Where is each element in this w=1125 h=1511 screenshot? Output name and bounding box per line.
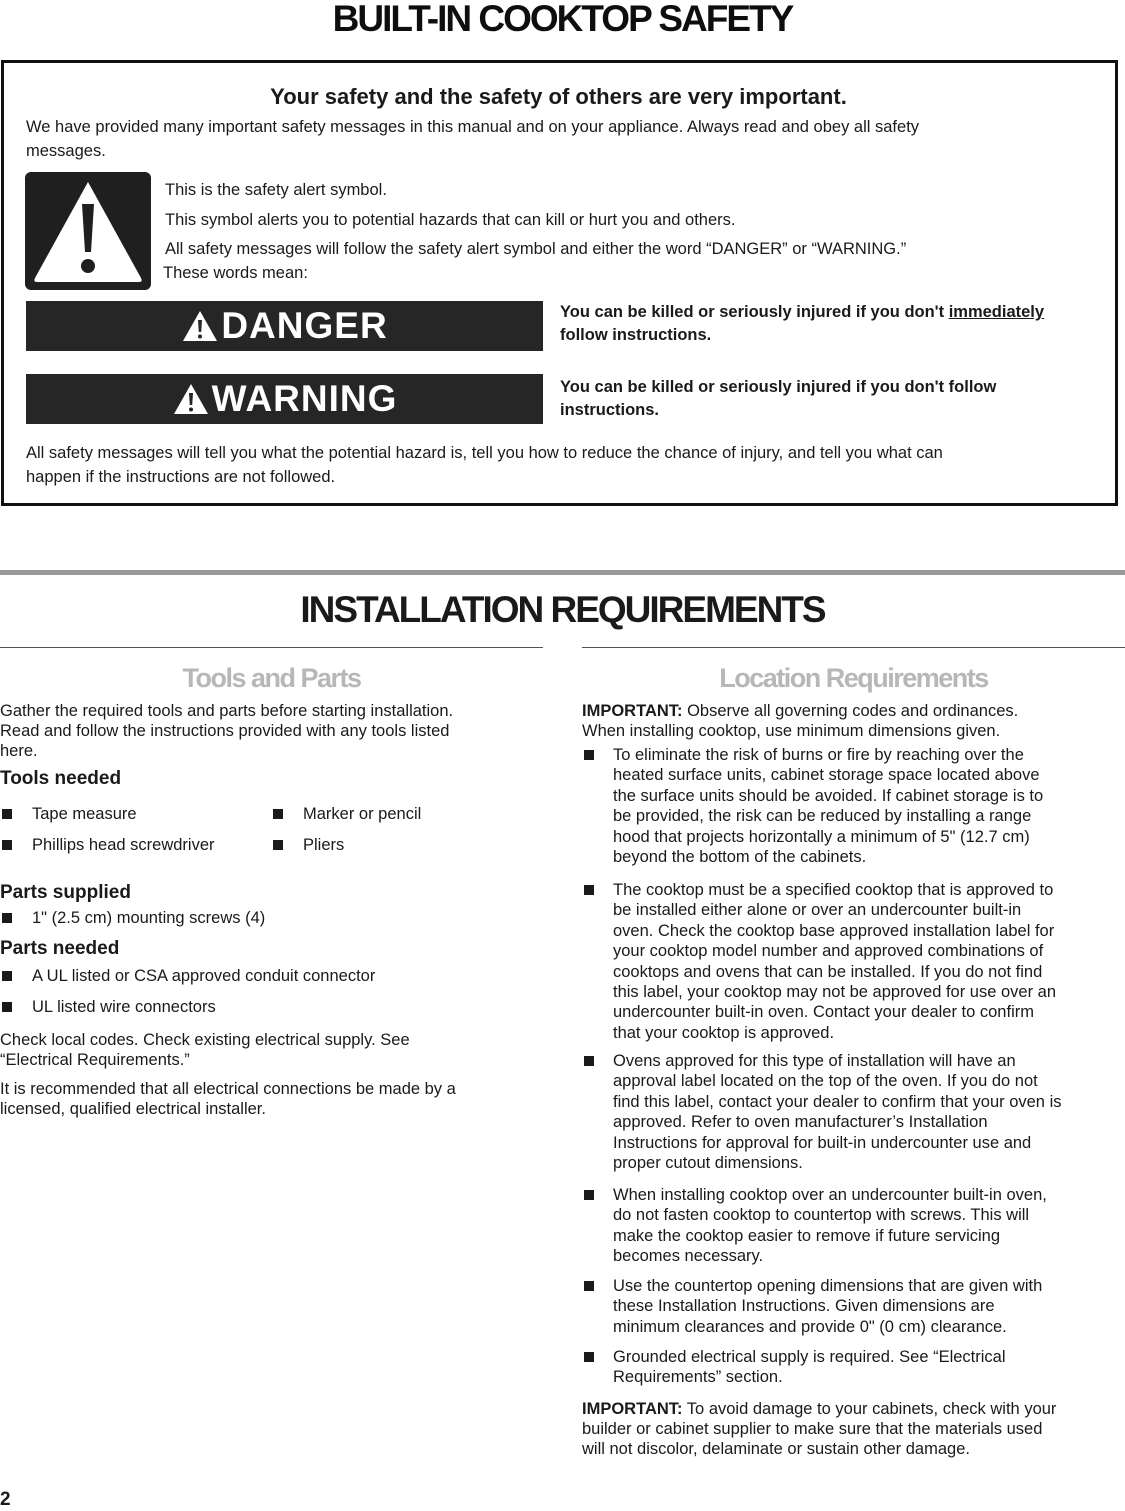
tools-intro-line1: Gather the required tools and parts before starting installation.: [0, 702, 454, 720]
location-bullet-line: heated surface units, cabinet storage space located above: [613, 766, 1040, 785]
location-bullet-line: approved. Refer to oven manufacturer’s Installation: [613, 1113, 988, 1132]
location-bullet-line: minimum clearances and provide 0" (0 cm) clearance.: [613, 1317, 1007, 1336]
warning-alert-icon: [172, 382, 210, 416]
location-bullet-line: cooktops and ovens that can be installed. If you do not find: [613, 962, 1043, 981]
tool-item: Phillips head screwdriver: [32, 836, 215, 854]
danger-text-line1: You can be killed or seriously injured if you don't immediately: [560, 303, 1045, 321]
location-bullet-line: your cooktop model number and approved combinations of: [613, 942, 1044, 961]
location-bullet-line: hood that projects horizontally a minimum of 5" (12.7 cm): [613, 827, 1030, 846]
location-bullet-line: the surface units should be avoided. If cabinet storage is to: [613, 786, 1044, 805]
location-bullet-line: approval label located on the top of the oven. If you do not: [613, 1072, 1038, 1091]
bullet-square-icon: [584, 1056, 594, 1066]
location-bullet-line: Ovens approved for this type of installation will have an: [613, 1052, 1016, 1070]
symbol-text-1: This is the safety alert symbol.: [165, 181, 387, 199]
left-column-rule: [0, 647, 543, 648]
location-bullet-line: becomes necessary.: [613, 1247, 764, 1266]
bullet-square-icon: [584, 750, 594, 760]
symbol-text-2: This symbol alerts you to potential hazards that can kill or hurt you and others.: [165, 211, 736, 229]
warning-text-line2: instructions.: [560, 401, 660, 419]
safety-alert-icon: [25, 172, 151, 290]
tools-parts-title: Tools and Parts: [182, 663, 361, 693]
danger-alert-icon: [181, 309, 219, 343]
bullet-square-icon: [2, 971, 12, 981]
parts-supplied-item: 1" (2.5 cm) mounting screws (4): [32, 909, 266, 927]
location-bullet-line: Requirements” section.: [613, 1368, 783, 1387]
recommend-line1: It is recommended that all electrical connections be made by a: [0, 1080, 456, 1098]
page-title: BUILT-IN COOKTOP SAFETY: [332, 0, 793, 39]
parts-supplied-heading: Parts supplied: [0, 882, 131, 903]
check-codes-line2: “Electrical Requirements.”: [0, 1051, 190, 1069]
location-bullet-line: these Installation Instructions. Given dimensions are: [613, 1297, 995, 1316]
safety-footer-line2: happen if the instructions are not followed.: [26, 468, 336, 486]
bullet-square-icon: [273, 809, 283, 819]
bullet-square-icon: [584, 1190, 594, 1200]
parts-needed-heading: Parts needed: [0, 938, 120, 959]
bullet-square-icon: [2, 913, 12, 923]
location-bullet-line: oven. Check the cooktop base approved installation label for: [613, 921, 1055, 940]
tool-item: Marker or pencil: [303, 805, 422, 823]
safety-footer-line1: All safety messages will tell you what the potential hazard is, tell you how to reduce the chance of injury, and tell you what can: [26, 444, 943, 462]
symbol-text-4: These words mean:: [163, 264, 308, 282]
location-bullet-line: be provided, the risk can be reduced by installing a range: [613, 807, 1032, 826]
safety-intro-line1: We have provided many important safety messages in this manual and on your appliance. Always read and obey all safety: [26, 118, 920, 136]
location-bullet-line: beyond the bottom of the cabinets.: [613, 848, 867, 866]
tool-item: Pliers: [303, 836, 345, 854]
danger-label: DANGER: [221, 305, 388, 346]
recommend-line2: licensed, qualified electrical installer.: [0, 1100, 266, 1118]
danger-text-line2: follow instructions.: [560, 326, 712, 344]
important-note-2: IMPORTANT: To avoid damage to your cabinets, check with your: [582, 1400, 1057, 1418]
page-number: 2: [0, 1489, 11, 1510]
warning-banner: [26, 374, 543, 424]
location-bullet-line: The cooktop must be a specified cooktop that is approved to: [613, 881, 1054, 899]
bullet-square-icon: [584, 1352, 594, 1362]
symbol-text-3: All safety messages will follow the safety alert symbol and either the word “DANGER” or “WARNING.”: [165, 240, 907, 258]
location-bullet-line: To eliminate the risk of burns or fire by reaching over the: [613, 746, 1024, 764]
location-bullet-line: find this label, contact your dealer to confirm that your oven is: [613, 1092, 1062, 1111]
location-bullet-line: Use the countertop opening dimensions that are given with: [613, 1277, 1043, 1295]
safety-heading: Your safety and the safety of others are very important.: [270, 84, 847, 109]
warning-text-line1: You can be killed or seriously injured if you don't follow: [560, 378, 997, 396]
bullet-square-icon: [584, 1281, 594, 1291]
location-bullet-line: be installed either alone or over an undercounter built-in: [613, 901, 1022, 920]
location-bullet-line: Grounded electrical supply is required. See “Electrical: [613, 1348, 1006, 1366]
important-note-1-line2: When installing cooktop, use minimum dimensions given.: [582, 722, 1001, 740]
important-note-2-line3: will not discolor, delaminate or sustain other damage.: [582, 1440, 970, 1458]
bullet-square-icon: [2, 809, 12, 819]
tools-needed-heading: Tools needed: [0, 768, 122, 789]
parts-needed-item: A UL listed or CSA approved conduit connector: [32, 967, 376, 985]
installation-title: INSTALLATION REQUIREMENTS: [300, 589, 825, 630]
section-divider: [0, 570, 1125, 575]
tools-intro-line2: Read and follow the instructions provided with any tools listed: [0, 722, 450, 740]
tools-intro-line3: here.: [0, 742, 38, 760]
tool-item: Tape measure: [32, 805, 137, 823]
parts-needed-item: UL listed wire connectors: [32, 998, 216, 1016]
location-bullet-line: proper cutout dimensions.: [613, 1154, 803, 1172]
location-bullet-line: When installing cooktop over an undercounter built-in oven,: [613, 1186, 1047, 1204]
safety-intro-line2: messages.: [26, 142, 106, 160]
location-bullet-line: Instructions for approval for built-in undercounter use and: [613, 1133, 1032, 1152]
right-column-rule: [582, 647, 1125, 648]
check-codes-line1: Check local codes. Check existing electrical supply. See: [0, 1031, 410, 1049]
location-bullet-line: that your cooktop is approved.: [613, 1023, 835, 1042]
important-note-2-line2: builder or cabinet supplier to make sure that the materials used: [582, 1420, 1043, 1438]
bullet-square-icon: [584, 885, 594, 895]
important-note-1: IMPORTANT: Observe all governing codes and ordinances.: [582, 702, 1019, 720]
location-bullet-line: undercounter built-in oven. Contact your dealer to confirm: [613, 1003, 1034, 1022]
bullet-square-icon: [273, 840, 283, 850]
danger-banner: [26, 301, 543, 351]
location-bullet-line: make the cooktop easier to remove if future servicing: [613, 1226, 1001, 1245]
location-bullet-line: do not fasten cooktop to countertop with screws. This will: [613, 1206, 1030, 1225]
location-bullet-line: this label, your cooktop may not be approved for use over an: [613, 983, 1057, 1001]
bullet-square-icon: [2, 1002, 12, 1012]
warning-label: WARNING: [211, 378, 398, 419]
location-title: Location Requirements: [719, 663, 988, 693]
bullet-square-icon: [2, 840, 12, 850]
